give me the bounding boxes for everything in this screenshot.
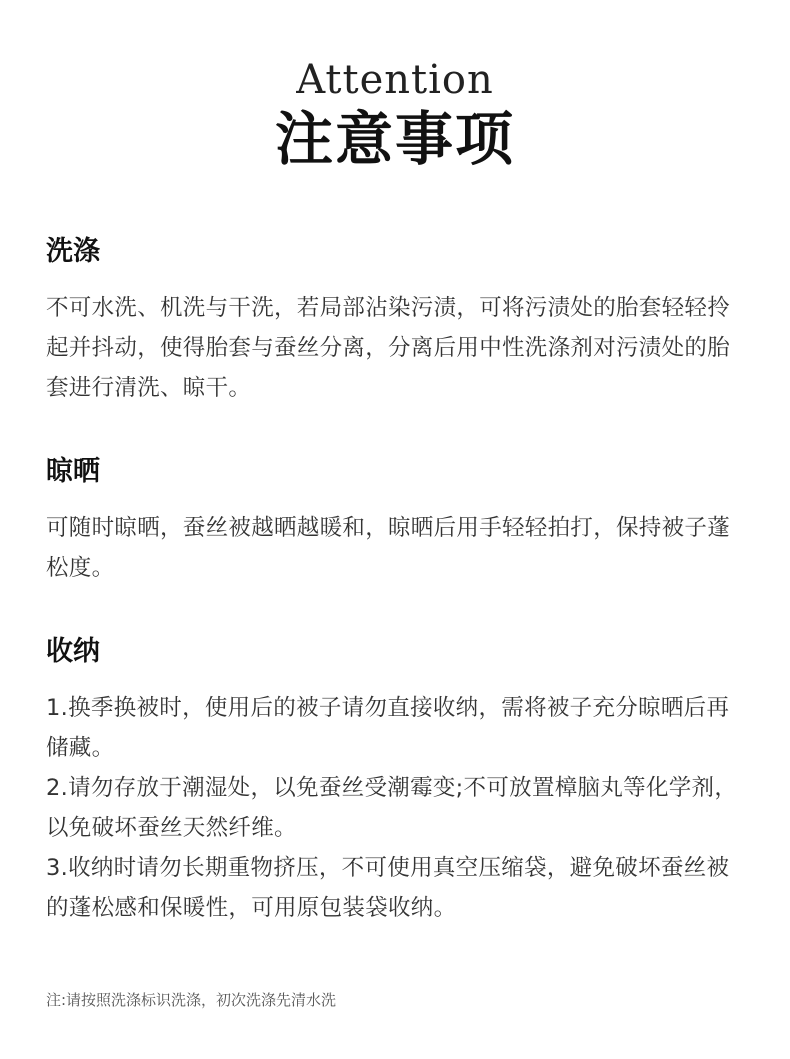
paragraph: 不可水洗、机洗与干洗，若局部沾染污渍，可将污渍处的胎套轻轻拎起并抖动，使得胎套与蚕丝分离，分离后用中性洗涤剂对污渍处的胎套进行清洗、晾干。 xyxy=(46,295,731,401)
page-title: 注意事项 xyxy=(274,105,515,173)
section-washing xyxy=(46,232,746,408)
english-title: Attention xyxy=(296,57,494,103)
footnote: 注:请按照洗涤标识洗涤，初次洗涤先清水洗 xyxy=(46,991,337,1009)
section-storage xyxy=(46,632,746,928)
section-title-storage: 收纳 xyxy=(46,636,100,667)
header xyxy=(0,56,790,174)
paragraph: 1.换季换被时，使用后的被子请勿直接收纳，需将被子充分晾晒后再储藏。 xyxy=(46,695,730,761)
paragraph: 可随时晾晒，蚕丝被越晒越暖和，晾晒后用手轻轻拍打，保持被子蓬松度。 xyxy=(46,515,731,581)
content xyxy=(46,232,746,972)
section-drying xyxy=(46,452,746,588)
paragraph: 2.请勿存放于潮湿处，以免蚕丝受潮霉变;不可放置樟脑丸等化学剂，以免破坏蚕丝天然纤维。 xyxy=(46,775,738,841)
section-title-washing: 洗涤 xyxy=(46,236,100,267)
paragraph: 3.收纳时请勿长期重物挤压，不可使用真空压缩袋，避免破坏蚕丝被的蓬松感和保暖性，可用原包装袋收纳。 xyxy=(46,855,730,921)
section-title-drying: 晾晒 xyxy=(46,456,100,487)
section-body-washing xyxy=(46,288,746,408)
section-body-storage xyxy=(46,688,746,928)
section-body-drying xyxy=(46,508,746,588)
